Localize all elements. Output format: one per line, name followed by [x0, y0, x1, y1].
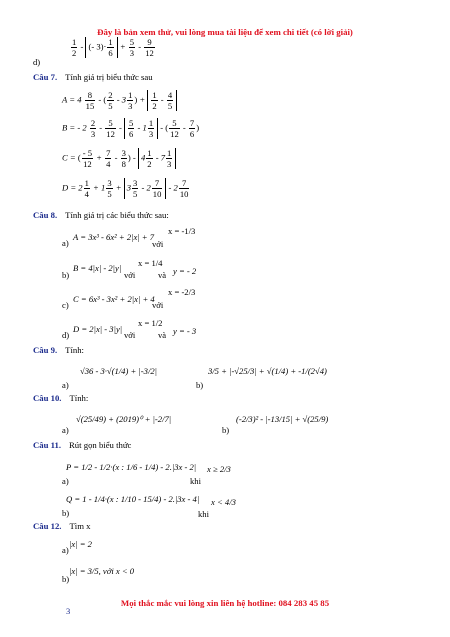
part-label-a: a) — [62, 476, 69, 486]
q8-condition-a: x = -1/3 — [168, 226, 196, 236]
part-label-a: a) — [62, 238, 69, 248]
part-label-b: b) — [62, 508, 70, 518]
with-label: với — [124, 270, 136, 280]
with-label: với — [152, 300, 164, 310]
expression-A: A = 4 $\frac{8}{15}$ - ( $\frac{2}{5}$ - 3 $\frac{1}{3}$ ) + $\frac{1}{2}$ - $\frac{4}{5}$ — [62, 90, 177, 111]
q12-expression-a: |x| = 2 — [69, 539, 92, 549]
q11-condition-a: x ≥ 2/3 — [207, 464, 231, 474]
part-label-b: b) — [196, 380, 204, 390]
q8-expression-a: A = 3x³ - 6x² + 2|x| + 7 — [73, 232, 155, 242]
q8-condition-b: x = 1/4 — [138, 258, 163, 268]
when-label: khi — [198, 509, 209, 519]
q11-expression-a: P = 1/2 - 1/2·(x : 1/6 - 1/4) - 2.|3x - 2| — [66, 462, 197, 472]
part-label-b: b) — [222, 425, 230, 435]
with-label: với — [124, 330, 136, 340]
question-9: Câu 9. Tính: — [33, 345, 84, 355]
expression-C: C = ( $\frac{- 5}{12}$ + $\frac{7}{4}$ - $\frac{3}{8}$ ) - 4 $\frac{1}{2}$ - 7 $\frac{1}{3}$ — [62, 148, 176, 169]
part-label-d: d) — [33, 57, 41, 67]
q11-expression-b: Q = 1 - 1/4·(x : 1/10 - 15/4) - 2.|3x - 4| — [66, 494, 200, 504]
part-label-b: b) — [62, 270, 70, 280]
when-label: khi — [190, 476, 201, 486]
part-label-b: b) — [62, 574, 70, 584]
q10-expression-a: √(25/49) + (2019)⁰ + |-2/7| — [76, 414, 172, 424]
preview-banner: Đây là bản xem thử, vui lòng mua tài liệu để xem chi tiết (có lời giải) — [97, 27, 353, 37]
q8-expression-d: D = 2|x| - 3|y| — [73, 324, 123, 334]
part-label-a: a) — [62, 545, 69, 555]
prev-d-expression: $\frac{1}{2}$ - (- 3)· $\frac{1}{6}$ + $\frac{5}{3}$ - $\frac{9}{12}$ — [72, 37, 154, 58]
part-label-c: c) — [62, 300, 69, 310]
question-7: Câu 7. Tính giá trị biểu thức sau — [33, 72, 153, 82]
q12-expression-b: |x| = 3/5, với x < 0 — [69, 566, 135, 576]
q8-condition-b2: y = - 2 — [173, 266, 197, 276]
question-11: Câu 11. Rút gọn biểu thức — [33, 440, 132, 450]
q11-condition-b: x < 4/3 — [211, 497, 236, 507]
hotline-banner: Mọi thắc mắc vui lòng xin liên hệ hotline: 084 283 45 85 — [120, 598, 330, 608]
and-label: và — [158, 270, 167, 280]
q9-expression-a: √36 - 3·√(1/4) + |-3/2| — [80, 366, 157, 376]
question-8: Câu 8. Tính giá trị các biểu thức sau: — [33, 210, 169, 220]
with-label: với — [152, 239, 164, 249]
q8-expression-b: B = 4|x| - 2|y| — [73, 263, 122, 273]
q8-condition-d2: y = - 3 — [173, 326, 197, 336]
and-label: và — [158, 330, 167, 340]
question-10: Câu 10. Tính: — [33, 393, 89, 403]
part-label-a: a) — [62, 425, 69, 435]
q9-expression-b: 3/5 + |-√25/3| + √(1/4) + -1/(2√4) — [208, 366, 327, 376]
part-label-a: a) — [62, 380, 69, 390]
expression-D: D = 2 $\frac{1}{4}$ + 1 $\frac{3}{5}$ + 3 $\frac{3}{5}$ - 2 $\frac{7}{10}$ - 2 $\frac{7}{10}$ — [62, 178, 189, 199]
q8-expression-c: C = 6x³ - 3x² + 2|x| + 4 — [73, 294, 155, 304]
part-label-d: d) — [62, 330, 70, 340]
q8-condition-c: x = -2/3 — [168, 287, 196, 297]
question-12: Câu 12. Tìm x — [33, 521, 91, 531]
expression-B: B = - 2 $\frac{2}{3}$ - $\frac{5}{12}$ - $\frac{5}{6}$ - 1 $\frac{1}{3}$ - ( $\frac{5}{12}$ - $\frac{7}{6}$ ) — [62, 118, 200, 139]
q10-expression-b: (-2/3)² - |-13/15| + √(25/9) — [236, 414, 329, 424]
page-number: 3 — [66, 606, 71, 616]
q8-condition-d: x = 1/2 — [138, 318, 163, 328]
